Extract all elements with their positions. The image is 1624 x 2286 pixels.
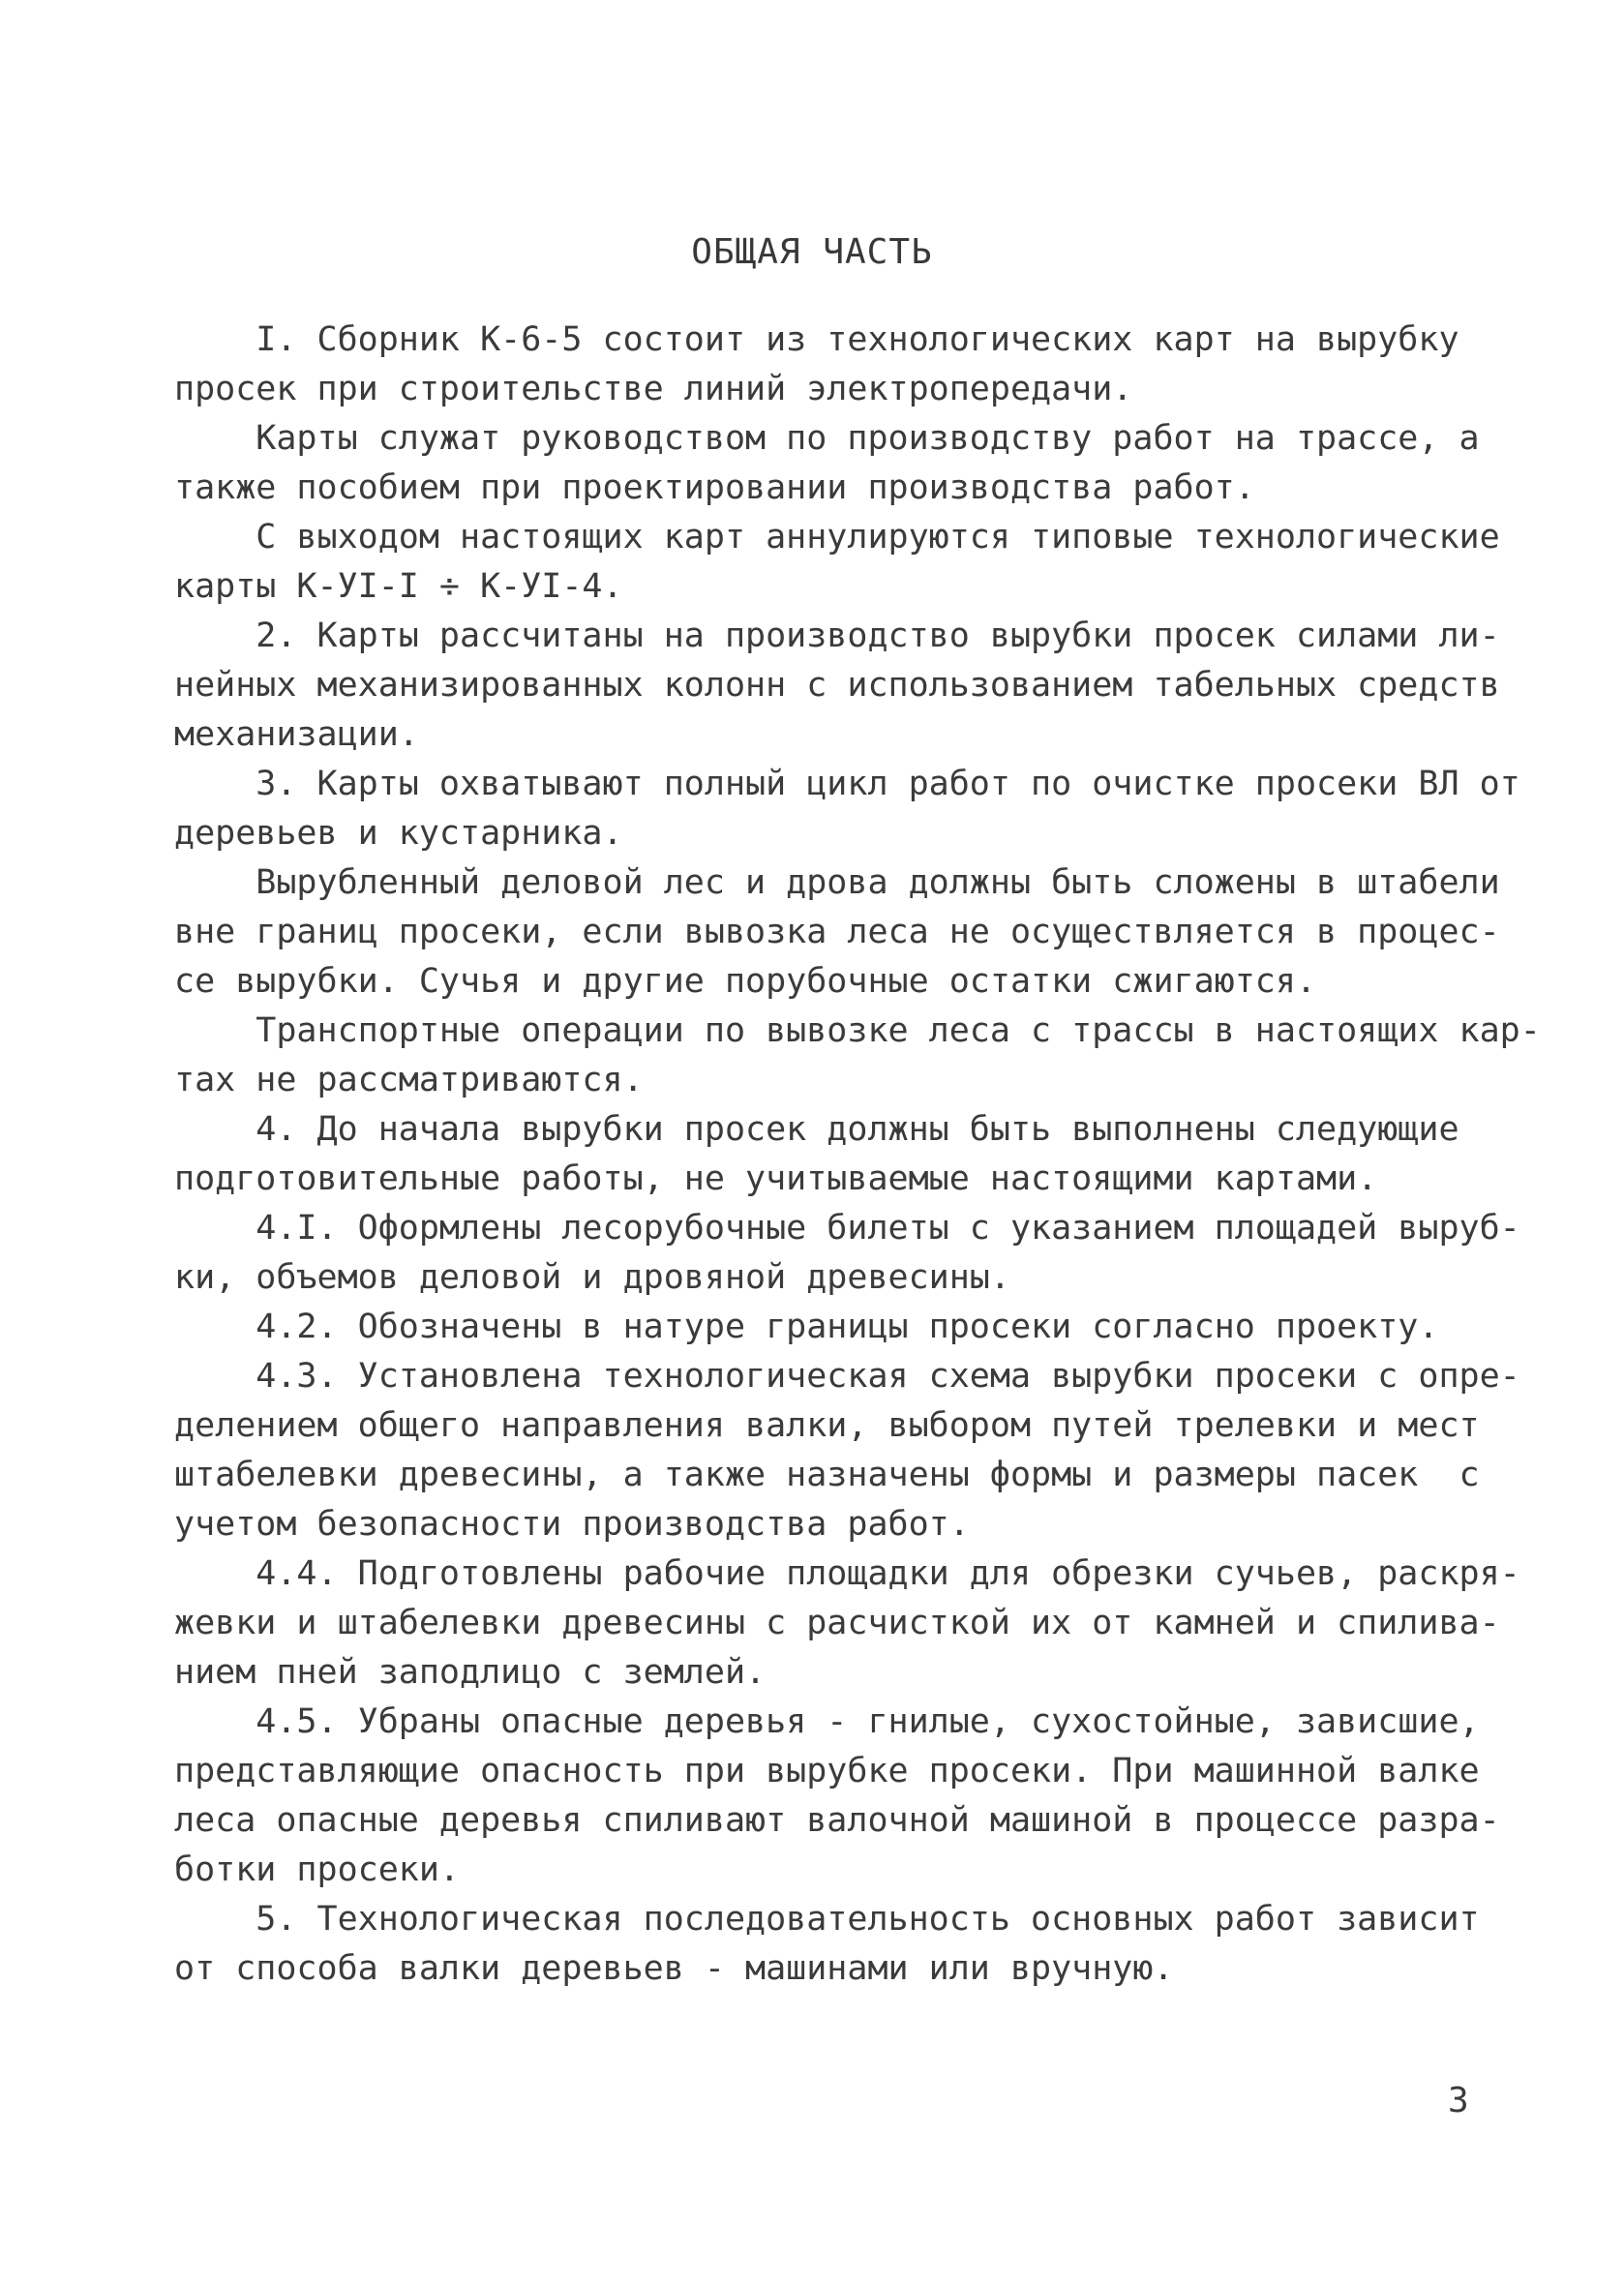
text-line: леса опасные деревья спиливают валочной машиной в процессе разра- — [174, 1801, 1500, 1840]
section-title: ОБЩАЯ ЧАСТЬ — [691, 232, 933, 272]
text-line: 4.5. Убраны опасные деревья - гнилые, сухостойные, зависшие, — [174, 1702, 1480, 1741]
text-line: делением общего направления валки, выбором путей трелевки и мест — [174, 1406, 1480, 1445]
text-line: ки, объемов деловой и дровяной древесины. — [174, 1258, 1010, 1297]
text-line: также пособием при проектировании производства работ. — [174, 468, 1255, 507]
text-line: С выходом настоящих карт аннулируются типовые технологические — [174, 518, 1500, 556]
text-line: подготовительные работы, не учитываемые настоящими картами. — [174, 1159, 1378, 1198]
text-line: 4. До начала вырубки просек должны быть выполнены следующие — [174, 1110, 1459, 1149]
text-line: вне границ просеки, если вывозка леса не осуществляется в процес- — [174, 913, 1500, 951]
text-line: 4.2. Обозначены в натуре границы просеки согласно проекту. — [174, 1308, 1439, 1346]
text-line: нием пней заподлицо с землей. — [174, 1653, 767, 1692]
text-line: механизации. — [174, 715, 419, 754]
text-line: 5. Технологическая последовательность основных работ зависит — [174, 1900, 1480, 1939]
text-line: I. Сборник К-6-5 состоит из технологических карт на вырубку — [174, 320, 1459, 359]
text-line: учетом безопасности производства работ. — [174, 1505, 970, 1544]
text-line: 4.4. Подготовлены рабочие площадки для обрезки сучьев, раскря- — [174, 1554, 1520, 1593]
page-number: 3 — [1448, 2081, 1469, 2121]
text-line: Карты служат руководством по производству работ на трассе, а — [174, 419, 1480, 458]
text-line: тах не рассматриваются. — [174, 1061, 644, 1099]
text-line: се вырубки. Сучья и другие порубочные остатки сжигаются. — [174, 962, 1317, 1001]
text-line: деревьев и кустарника. — [174, 814, 623, 853]
text-line: 4.3. Установлена технологическая схема вырубки просеки с опре- — [174, 1357, 1520, 1396]
body-text — [174, 316, 1541, 1994]
text-line: штабелевки древесины, а также назначены формы и размеры пасек с — [174, 1456, 1480, 1494]
text-line: от способа валки деревьев - машинами или вручную. — [174, 1949, 1174, 1988]
text-line: представляющие опасность при вырубке просеки. При машинной валке — [174, 1752, 1480, 1790]
text-line: нейных механизированных колонн с использованием табельных средств — [174, 666, 1500, 705]
text-line: жевки и штабелевки древесины с расчисткой их от камней и спилива- — [174, 1604, 1500, 1642]
text-line: 2. Карты рассчитаны на производство вырубки просек силами ли- — [174, 617, 1500, 655]
text-line: Транспортные операции по вывозке леса с трассы в настоящих кар- — [174, 1011, 1541, 1050]
text-line: ботки просеки. — [174, 1850, 461, 1889]
text-line: Вырубленный деловой лес и дрова должны быть сложены в штабели — [174, 863, 1500, 902]
text-line: карты К-УI-I ÷ К-УI-4. — [174, 567, 623, 606]
text-line: просек при строительстве линий электропередачи. — [174, 370, 1133, 408]
text-line: 4.I. Оформлены лесорубочные билеты с указанием площадей выруб- — [174, 1209, 1520, 1248]
text-line: 3. Карты охватывают полный цикл работ по очистке просеки ВЛ от — [174, 765, 1520, 803]
